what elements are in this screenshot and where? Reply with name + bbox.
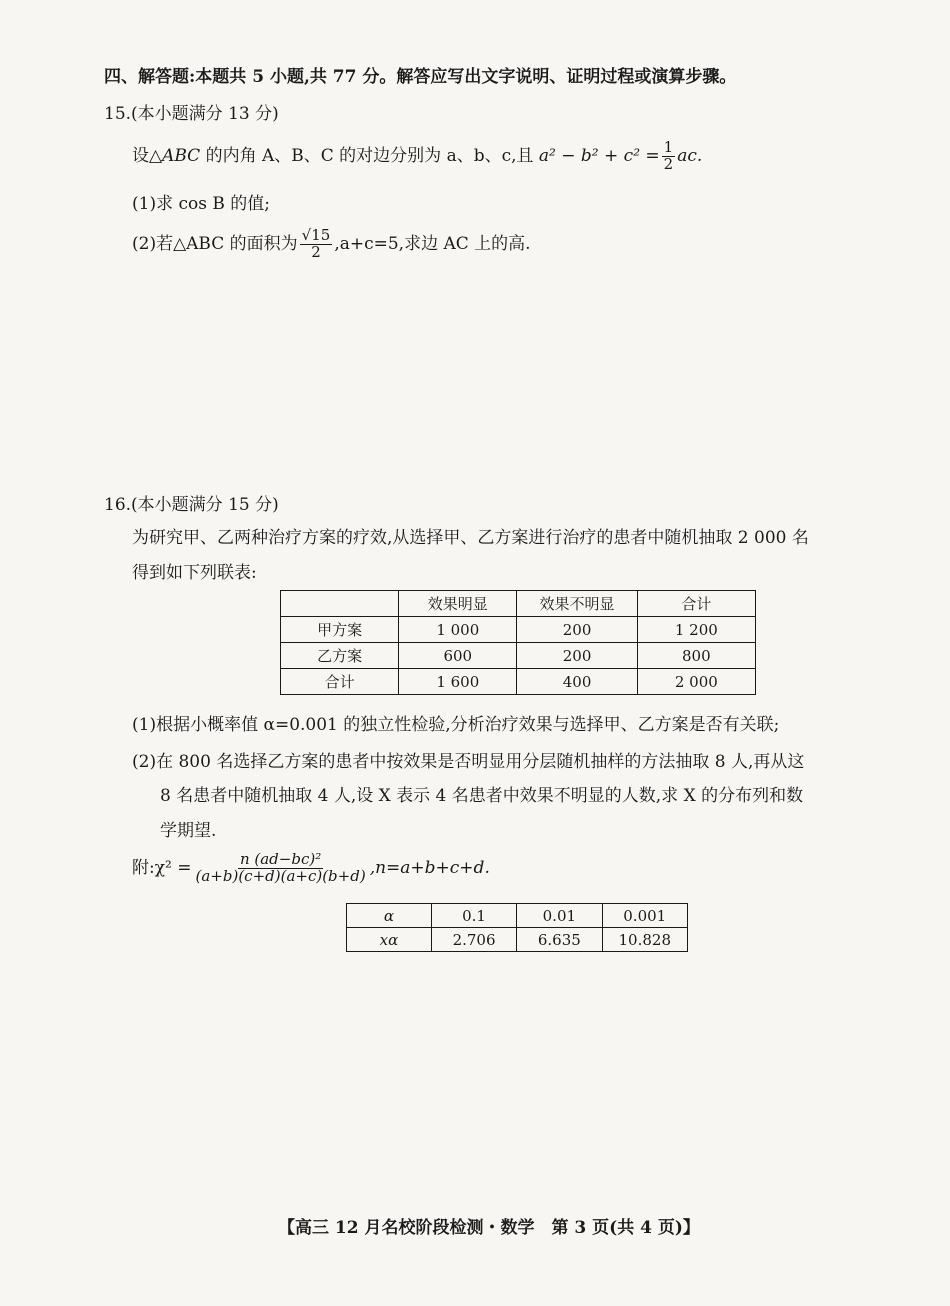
table-header-cell: 合计	[637, 591, 755, 617]
critical-value-table	[346, 903, 688, 952]
q15-part1: (1)求 cos B 的值;	[132, 194, 270, 214]
chi-square-fraction	[194, 852, 368, 885]
table-cell: 800	[637, 643, 755, 669]
appendix-tail: ,n=a+b+c+d.	[369, 857, 490, 878]
q15-intro-equation: a² − b² + c² =	[538, 145, 660, 166]
q15-part2-post: ,a+c=5,求边 AC 上的高.	[334, 233, 531, 254]
q16-part1: (1)根据小概率值 α=0.001 的独立性检验,分析治疗效果与选择甲、乙方案是否有关联;	[132, 715, 780, 735]
table-cell: 1 000	[399, 617, 517, 643]
q15-header: 15.(本小题满分 13 分)	[104, 104, 279, 124]
q16-part2-line1: (2)在 800 名选择乙方案的患者中按效果是否明显用分层随机抽样的方法抽取 8 人,再从这	[132, 752, 805, 772]
table-cell: 1 200	[637, 617, 755, 643]
q15-frac-den: 2	[663, 154, 674, 173]
table-cell: 合计	[281, 669, 399, 695]
table-cell: 200	[517, 643, 637, 669]
q15-part2-pre: (2)若△ABC 的面积为	[132, 233, 298, 254]
q16-intro-line2: 得到如下列联表:	[132, 563, 257, 583]
table-cell: 10.828	[602, 928, 688, 952]
table-cell: 200	[517, 617, 637, 643]
table-header-cell	[281, 591, 399, 617]
table-cell: 6.635	[517, 928, 602, 952]
table-row	[281, 617, 756, 643]
table-header-cell: 效果不明显	[517, 591, 637, 617]
table-cell: 1 600	[399, 669, 517, 695]
table-cell: 0.01	[517, 904, 602, 928]
q15-intro	[132, 140, 702, 173]
q15-intro-triangle: ABC	[162, 145, 201, 166]
table-cell: 0.001	[602, 904, 688, 928]
table-row	[347, 928, 688, 952]
q15-area-num: √15	[301, 226, 331, 244]
section-heading: 四、解答题:本题共 5 小题,共 77 分。解答应写出文字说明、证明过程或演算步骤。	[104, 67, 737, 87]
appendix-label: 附:χ² =	[132, 857, 192, 878]
table-cell: 0.1	[431, 904, 516, 928]
q16-intro-line1: 为研究甲、乙两种治疗方案的疗效,从选择甲、乙方案进行治疗的患者中随机抽取 2 000 名	[132, 528, 809, 548]
table-cell: 400	[517, 669, 637, 695]
page-footer: 【高三 12 月名校阶段检测・数学 第 3 页(共 4 页)】	[278, 1218, 700, 1238]
contingency-table	[280, 590, 756, 695]
table-cell: 2 000	[637, 669, 755, 695]
q15-area-den: 2	[311, 242, 321, 261]
q16-part2-line2: 8 名患者中随机抽取 4 人,设 X 表示 4 名患者中效果不明显的人数,求 X 的分布列和数	[160, 786, 804, 806]
chi-square-num: n (ad−bc)²	[239, 850, 322, 868]
table-row	[281, 643, 756, 669]
table-row	[281, 669, 756, 695]
q15-intro-pre: 设△	[132, 145, 163, 166]
table-cell: α	[347, 904, 432, 928]
table-cell: 2.706	[431, 928, 516, 952]
q15-intro-mid: 的内角 A、B、C 的对边分别为 a、b、c,且	[200, 145, 539, 166]
table-row	[347, 904, 688, 928]
q16-appendix-formula	[132, 852, 490, 885]
q15-frac-num: 1	[663, 138, 674, 156]
table-cell: xα	[347, 928, 432, 952]
q15-intro-tail: ac.	[677, 145, 703, 166]
chi-square-den: (a+b)(c+d)(a+c)(b+d)	[195, 866, 366, 885]
q16-part2-line3: 学期望.	[160, 821, 217, 841]
q16-header: 16.(本小题满分 15 分)	[104, 495, 279, 515]
table-cell: 600	[399, 643, 517, 669]
q15-area-fraction	[300, 228, 333, 261]
table-cell: 甲方案	[281, 617, 399, 643]
q15-half-fraction	[662, 140, 676, 173]
table-cell: 乙方案	[281, 643, 399, 669]
table-header-cell: 效果明显	[399, 591, 517, 617]
table-header-row	[281, 591, 756, 617]
q15-part2	[132, 228, 531, 261]
